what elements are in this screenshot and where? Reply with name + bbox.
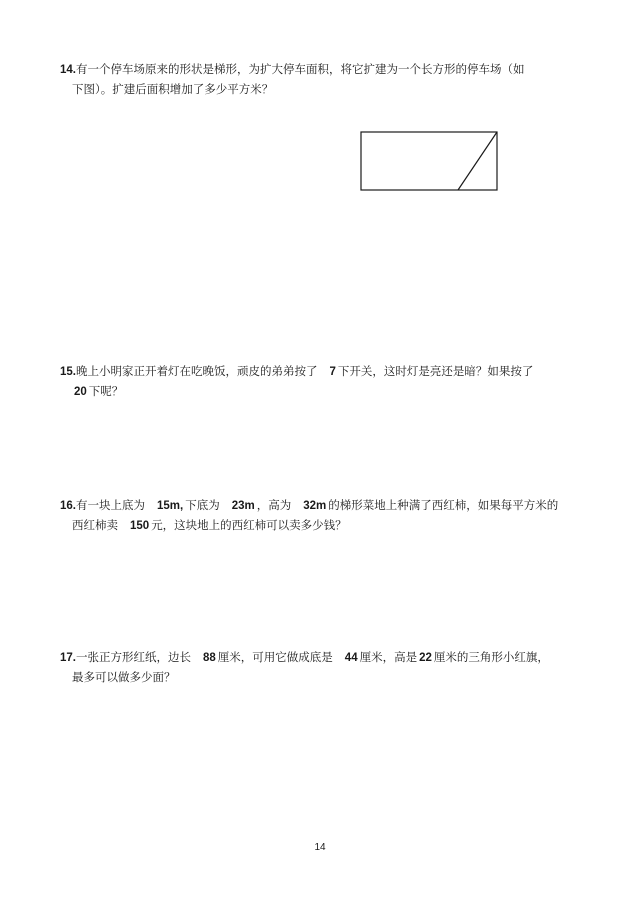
question-number: 16. xyxy=(60,500,76,512)
question-14-line-2 xyxy=(60,80,580,99)
number-value: 22 xyxy=(419,652,432,664)
diagonal-line xyxy=(458,132,497,190)
number-value: 20 xyxy=(74,386,87,398)
question-number: 17. xyxy=(60,652,76,664)
question-15-line-2 xyxy=(60,382,580,402)
question-17-line-1 xyxy=(60,648,580,668)
number-value: 7 xyxy=(329,366,336,378)
number-value: 23m xyxy=(231,500,255,512)
question-text: 下底为 xyxy=(185,498,220,512)
question-text: 有一个停车场原来的形状是梯形，为扩大停车面积，将它扩建为一个长方形的停车场（如 xyxy=(76,62,525,76)
question-14-line-1 xyxy=(60,60,580,80)
question-text: 下开关，这时灯是亮还是暗？如果按了 xyxy=(337,364,534,378)
question-text: 一张正方形红纸，边长 xyxy=(76,650,191,664)
number-value: 88 xyxy=(203,652,216,664)
number-value: 15m, xyxy=(157,500,184,512)
question-text: 厘米，可用它做成底是 xyxy=(217,650,333,664)
number-value: 44 xyxy=(344,652,358,664)
question-text: 晚上小明家正开着灯在吃晚饭，顽皮的弟弟按了 xyxy=(76,364,318,378)
question-16 xyxy=(60,496,580,536)
question-text: ，高为 xyxy=(256,498,292,512)
question-text: 下呢？ xyxy=(88,384,124,398)
question-text: 厘米，高是 xyxy=(359,650,418,664)
number-value: 32m xyxy=(303,500,327,512)
question-text: 厘米的三角形小红旗， xyxy=(433,650,549,664)
question-number: 15. xyxy=(60,366,76,378)
rectangle-outline xyxy=(361,132,497,190)
question-text: 最多可以做多少面？ xyxy=(72,670,176,684)
question-16-line-1 xyxy=(60,496,580,516)
question-14 xyxy=(60,60,580,99)
question-15 xyxy=(60,362,580,402)
page-number: 14 xyxy=(314,842,326,853)
question-text: 元，这块地上的西红柿可以卖多少钱？ xyxy=(151,518,347,532)
question-16-line-2 xyxy=(60,516,580,536)
question-17-line-2 xyxy=(60,668,580,687)
question-15-line-1 xyxy=(60,362,580,382)
number-value: 150 xyxy=(130,520,150,532)
question-17 xyxy=(60,648,580,687)
question-text: 的梯形菜地上种满了西红柿，如果每平方米的 xyxy=(328,498,559,512)
parking-lot-figure xyxy=(360,131,498,191)
question-text: 下图）。扩建后面积增加了多少平方米？ xyxy=(72,82,274,96)
question-text: 有一块上底为 xyxy=(76,498,145,512)
question-text: 西红柿卖 xyxy=(72,518,118,532)
question-number: 14. xyxy=(60,64,76,76)
